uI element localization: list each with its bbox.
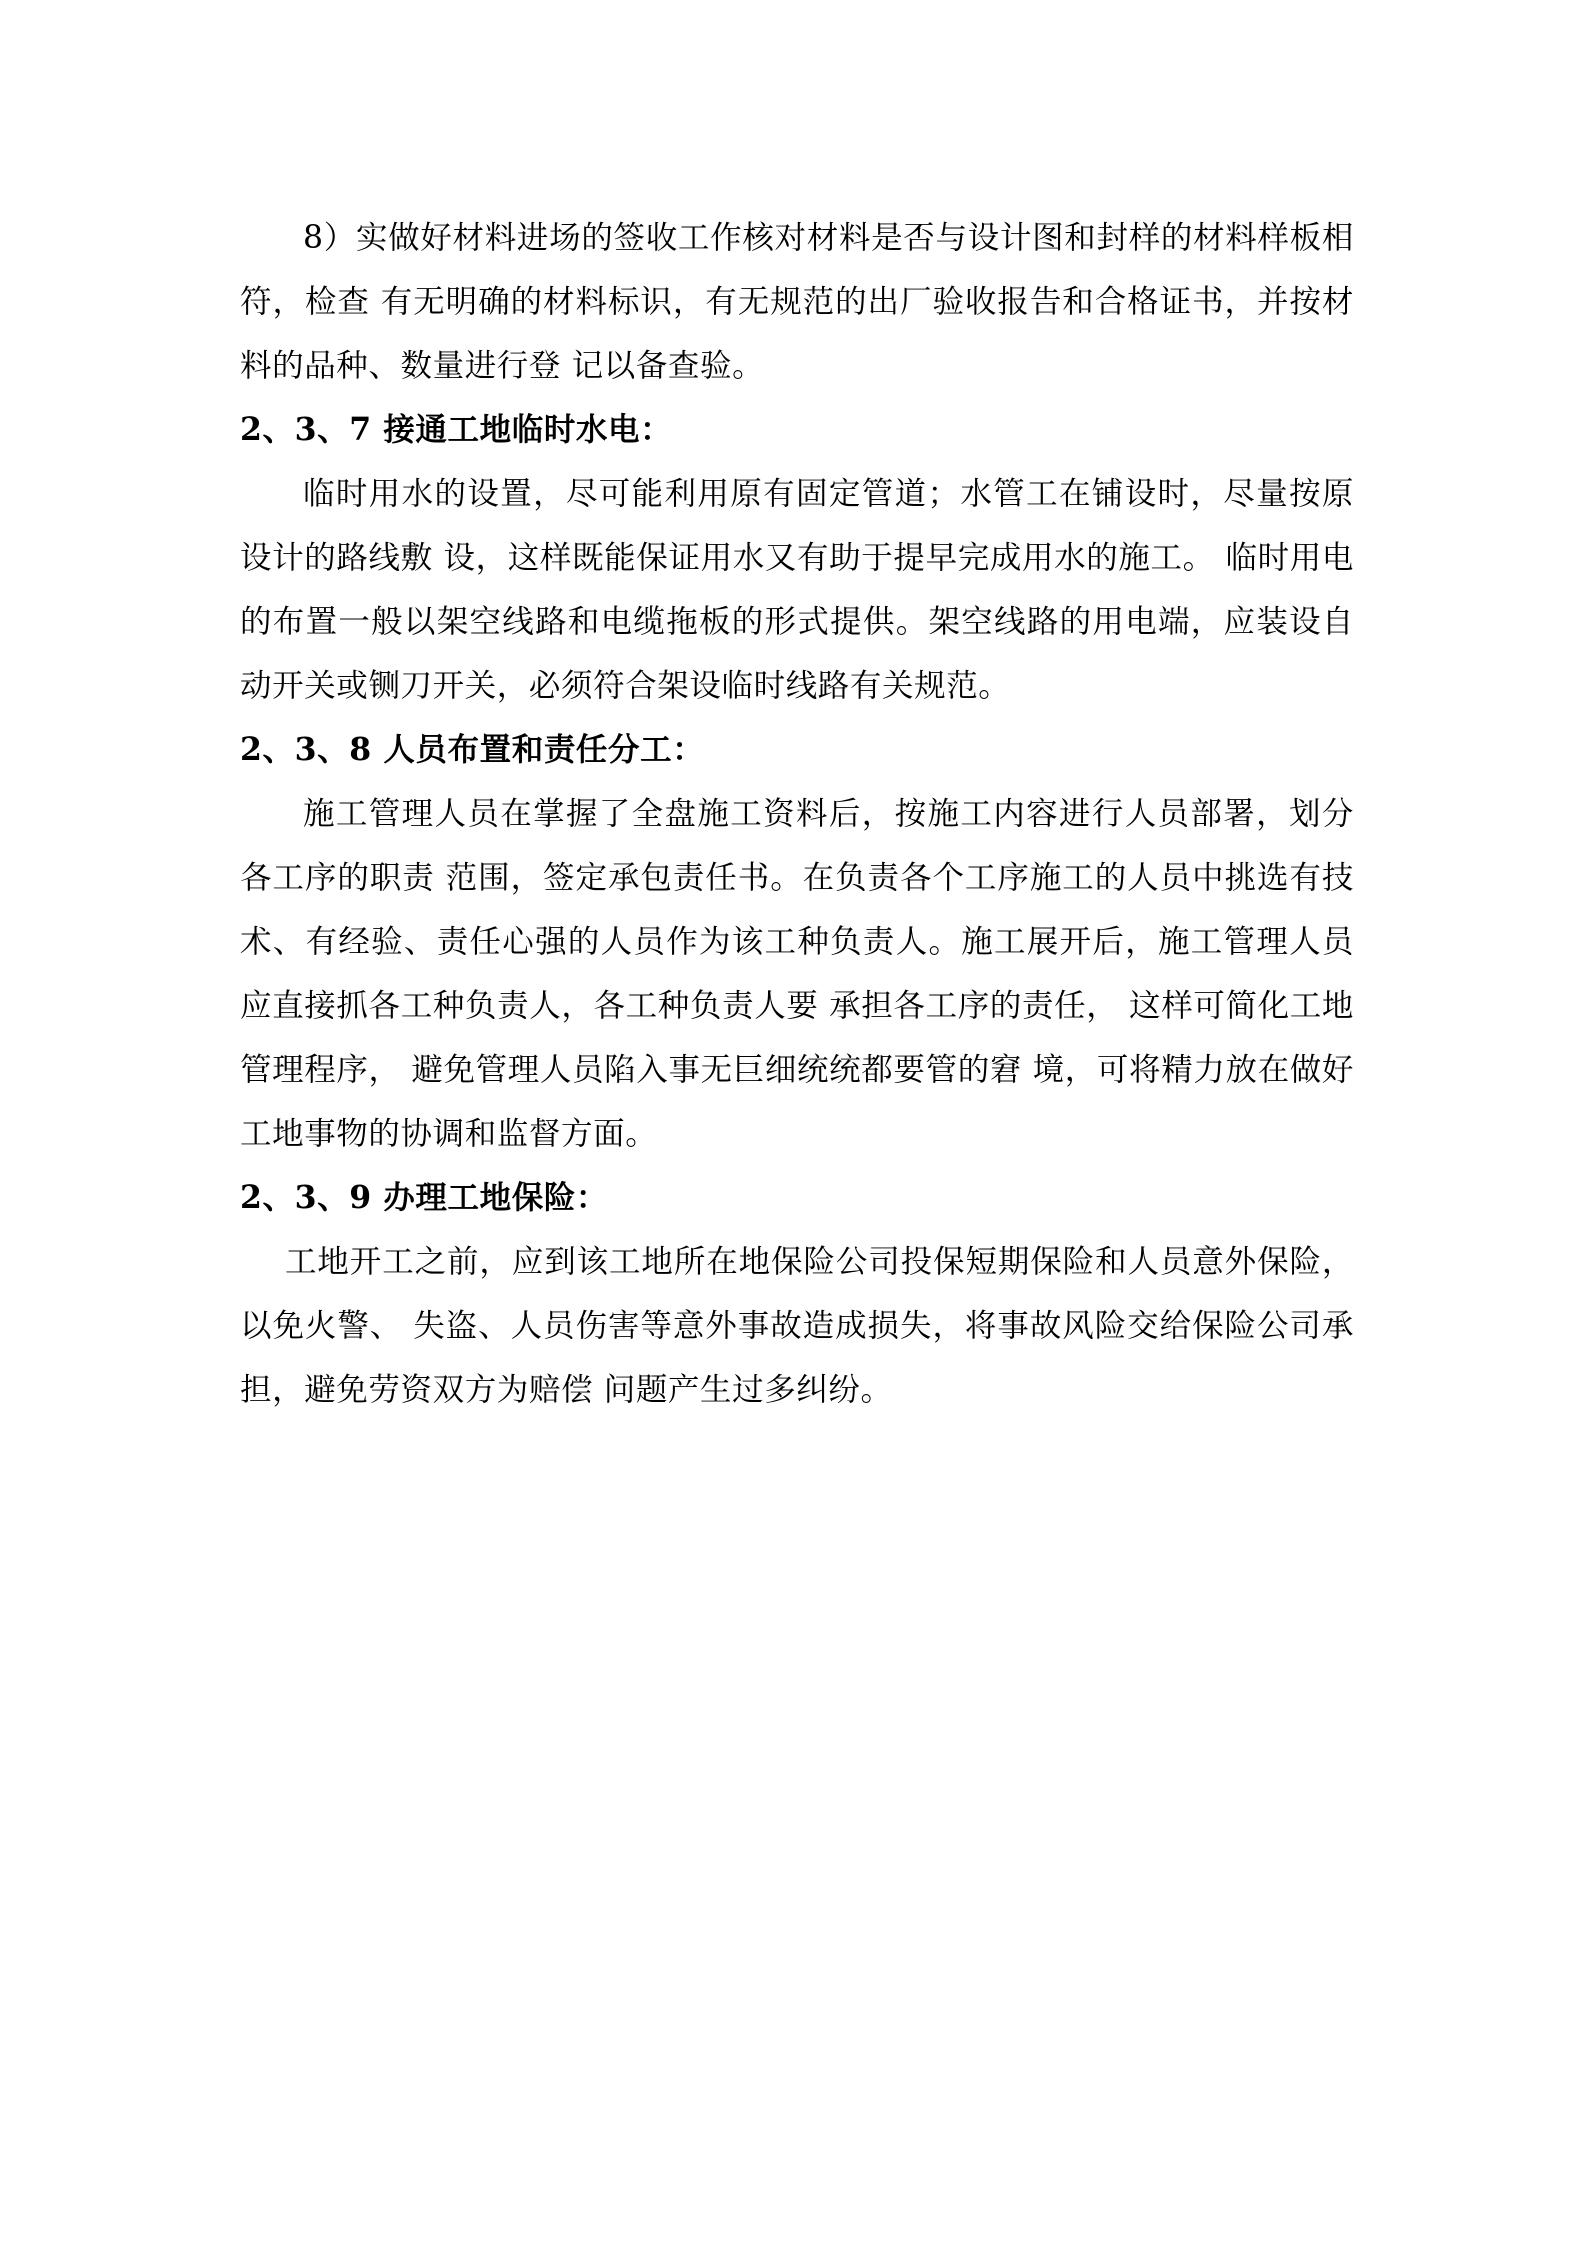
document-body (240, 206, 1354, 1422)
paragraph-site-insurance: 工地开工之前，应到该工地所在地保险公司投保短期保险和人员意外保险，以免火警、 失盗、人员伤害等意外事故造成损失，将事故风险交给保险公司承担，避免劳资双方为赔偿 问题产生过多纠纷。 (240, 1244, 1354, 1408)
heading-2-3-8: 2、3、8 人员布置和责任分工： (240, 731, 705, 768)
paragraph-staffing-responsibilities: 施工管理人员在掌握了全盘施工资料后，按施工内容进行人员部署，划分各工序的职责 范围，签定承包责任书。在负责各个工序施工的人员中挑选有技术、有经验、责任心强的人员作为该工种负责人。施工展开后，施工管理人员应直接抓各工种负责人，各工种负责人要 承担各工序的责任， 这样可简化工地管理程序， 避免管理人员陷入事无巨细统统都要管的窘 境，可将精力放在做好工地事物的协调和监督方面。 (240, 796, 1354, 1152)
heading-2-3-9: 2、3、9 办理工地保险： (240, 1179, 609, 1216)
paragraph-temporary-utilities: 临时用水的设置，尽可能利用原有固定管道；水管工在铺设时，尽量按原设计的路线敷 设，这样既能保证用水又有助于提早完成用水的施工。 临时用电的布置一般以架空线路和电缆拖板的形式提供。架空线路的用电端，应装设自 动开关或铡刀开关，必须符合架设临时线路有关规范。 (240, 476, 1354, 704)
paragraph-material-acceptance: 8）实做好材料进场的签收工作核对材料是否与设计图和封样的材料样板相符，检查 有无明确的材料标识，有无规范的出厂验收报告和合格证书，并按材料的品种、数量进行登 记以备查验。 (240, 220, 1354, 384)
heading-2-3-7: 2、3、7 接通工地临时水电： (240, 411, 673, 448)
